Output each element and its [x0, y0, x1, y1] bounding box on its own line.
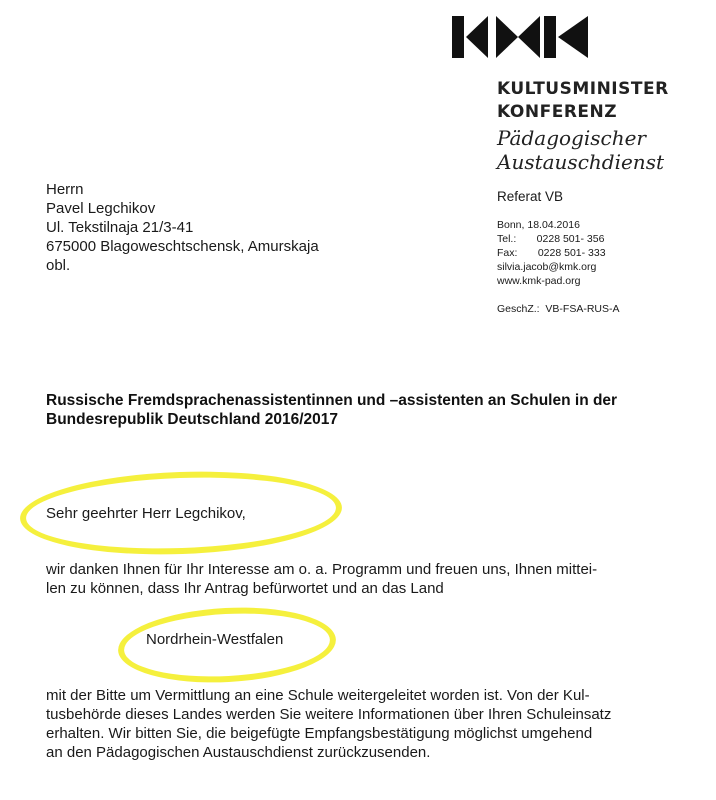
paragraph-2-line-4: an den Pädagogischen Austauschdienst zurückzusenden. [46, 744, 431, 761]
sender-email: silvia.jacob@kmk.org [497, 261, 597, 273]
subject-line-1: Russische Fremdsprachenassistentinnen und –assistenten an Schulen in der [46, 392, 618, 409]
recipient-region: obl. [46, 257, 71, 274]
subject-line-2: Bundesrepublik Deutschland 2016/2017 [46, 411, 339, 428]
paragraph-2-line-1: mit der Bitte um Vermittlung an eine Schule weitergeleitet worden ist. Von der Kul- [46, 687, 590, 704]
paragraph-1-line-2: len zu können, dass Ihr Antrag befürwortet und an das Land [46, 580, 444, 597]
sender-fax: Fax: 0228 501- 333 [497, 247, 606, 259]
recipient-street: Ul. Tekstilnaja 21/3-41 [46, 219, 194, 236]
paragraph-2-line-2: tusbehörde dieses Landes werden Sie weitere Informationen über Ihren Schuleinsatz [46, 706, 612, 723]
letter-date: Bonn, 18.04.2016 [497, 219, 580, 231]
file-reference: GeschZ.: VB-FSA-RUS-A [497, 303, 620, 315]
recipient-name: Pavel Legchikov [46, 200, 156, 217]
paragraph-2-line-3: erhalten. Wir bitten Sie, die beigefügte Empfangsbestätigung möglichst umgehend [46, 725, 593, 742]
sender-department: Referat VB [497, 189, 564, 204]
org-name-line1: KULTUSMINISTER [497, 79, 669, 99]
letter-greeting: Sehr geehrter Herr Legchikov, [46, 505, 246, 522]
sender-website: www.kmk-pad.org [497, 275, 581, 287]
paragraph-1-line-1: wir danken Ihnen für Ihr Interesse am o. a. Programm und freuen uns, Ihnen mittei- [46, 561, 598, 578]
recipient-salutation: Herrn [46, 181, 84, 198]
recipient-city: 675000 Blagoweschtschensk, Amurskaja [46, 238, 319, 255]
destination-state: Nordrhein-Westfalen [146, 631, 284, 648]
letter-subject [46, 391, 676, 429]
org-name-line2: KONFERENZ [497, 102, 618, 122]
org-name-line4: Austauschdienst [497, 150, 664, 174]
sender-tel: Tel.: 0228 501- 356 [497, 233, 605, 245]
org-name-line3: Pädagogischer [497, 126, 646, 150]
kmk-logo-icon [452, 16, 588, 58]
